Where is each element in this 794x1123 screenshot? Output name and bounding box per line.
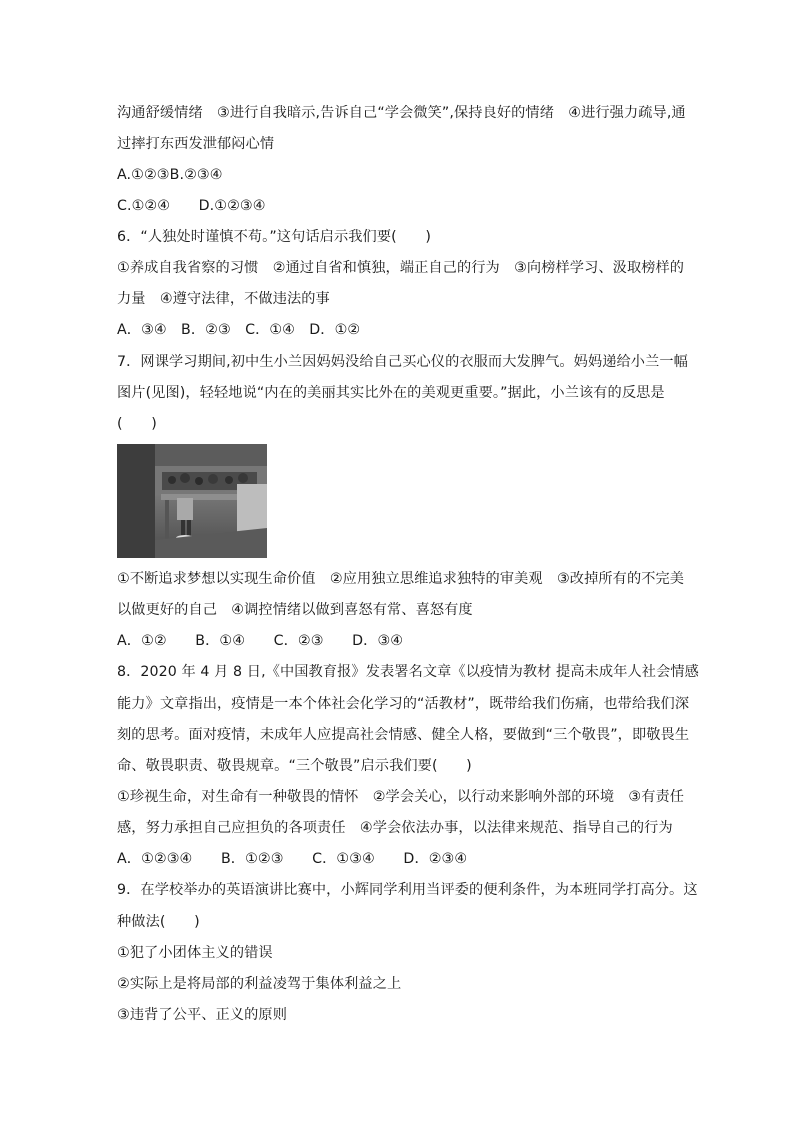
text-line: ①犯了小团体主义的错误	[117, 945, 273, 961]
text-line: ①不断追求梦想以实现生命价值 ②应用独立思维追求独特的审美观 ③改掉所有的不完美	[117, 571, 685, 587]
question-7: 7．网课学习期间,初中生小兰因妈妈没给自己买心仪的衣服而大发脾气。妈妈递给小兰一幅	[117, 354, 688, 370]
text-line: ③违背了公平、正义的原则	[117, 1007, 287, 1023]
question-9: 9．在学校举办的英语演讲比赛中，小辉同学利用当评委的便利条件，为本班同学打高分。这	[117, 882, 698, 898]
option-line: A．①②③④ B．①②③ C．①③④ D．②③④	[117, 851, 468, 867]
question-6: 6．“人独处时谨慎不苟。”这句话启示我们要( )	[117, 229, 431, 245]
option-line: A．①② B．①④ C．②③ D．③④	[117, 633, 404, 649]
text-line: 刻的思考。面对疫情，未成年人应提高社会情感、健全人格，要做到“三个敬畏”，即敬畏生	[117, 727, 690, 743]
text-line: ①珍视生命，对生命有一种敬畏的情怀 ②学会关心，以行动来影响外部的环境 ③有责任	[117, 789, 685, 805]
text-line: 过摔打东西发泄郁闷心情	[117, 136, 275, 152]
text-line: 种做法( )	[117, 914, 200, 930]
text-line: ①养成自我省察的习惯 ②通过自省和慎独，端正自己的行为 ③向榜样学习、汲取榜样的	[117, 260, 685, 276]
text-line: 感，努力承担自己应担负的各项责任 ④学会依法办事，以法律来规范、指导自己的行为	[117, 820, 673, 836]
text-line: 图片(见图)，轻轻地说“内在的美丽其实比外在的美观更重要。”据此，小兰该有的反思是	[117, 385, 665, 401]
text-line: 力量 ④遵守法律，不做违法的事	[117, 291, 330, 307]
text-line: ②实际上是将局部的利益凌驾于集体利益之上	[117, 976, 402, 992]
text-line: 能力》文章指出，疫情是一本个体社会化学习的“活教材”，既带给我们伤痛，也带给我们深	[117, 696, 690, 712]
text-line: 命、敬畏职责、敬畏规章。“三个敬畏”启示我们要( )	[117, 758, 472, 774]
option-line: A．③④ B．②③ C．①④ D．①②	[117, 322, 361, 338]
text-line: 沟通舒缓情绪 ③进行自我暗示,告诉自己“学会微笑”,保持良好的情绪 ④进行强力疏导,通	[117, 105, 686, 121]
option-line: A.①②③B.②③④	[117, 167, 223, 183]
market-photo	[117, 444, 267, 558]
question-8: 8．2020 年 4 月 8 日,《中国教育报》发表署名文章《以疫情为教材 提高未成年人社会情感	[117, 664, 699, 680]
option-line: C.①②④ D.①②③④	[117, 198, 266, 214]
text-line: ( )	[117, 416, 157, 432]
text-line: 以做更好的自己 ④调控情绪以做到喜怒有常、喜怒有度	[117, 602, 473, 618]
